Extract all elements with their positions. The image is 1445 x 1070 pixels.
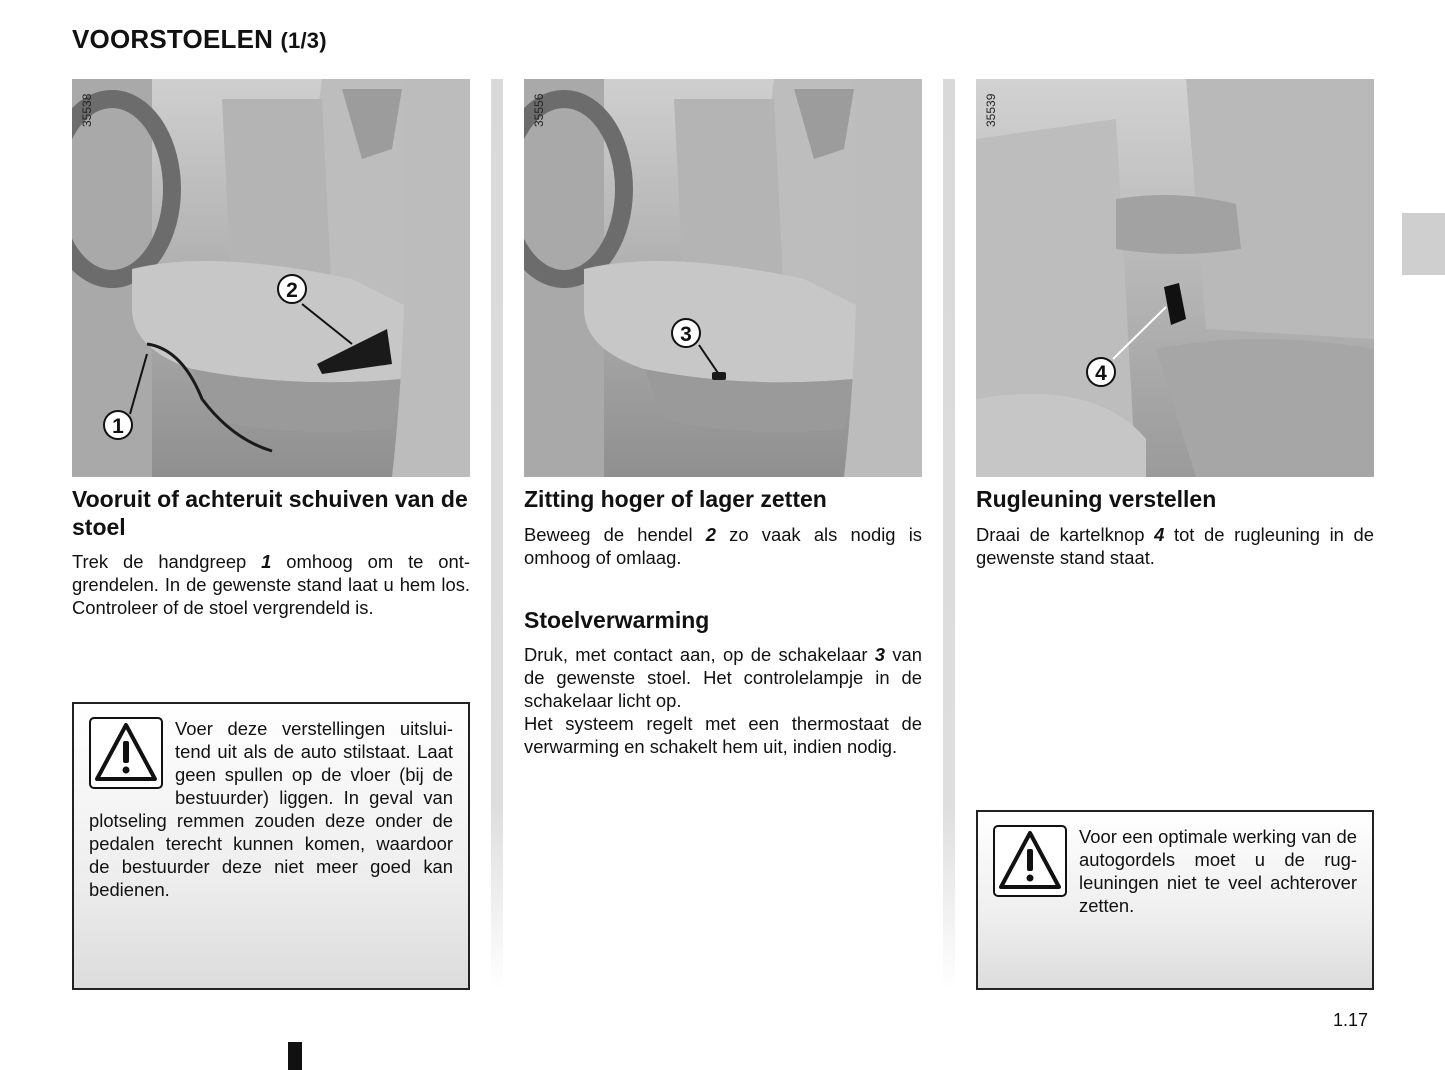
text-seat-height: Beweeg de hendel 2 zo vaak als nodig is omhoog of omlaag. [524,524,922,568]
photo-code: 35539 [984,93,998,127]
heading-backrest: Rugleuning verstellen [976,486,1217,512]
warning-text-seat: Voer deze verstellingen uitsluitend uit als de auto stilstaat. Laat geen spullen op de vloer (bij de bestuurder) liggen. In geval van plotseling remmen zouden deze onder de pedalen terecht kunnen komen, waardoor de bestuurder deze niet meer goed kan bedienen. [89,718,453,900]
ref-2: 2 [705,524,716,545]
page-title-part: (1/3) [280,28,327,53]
heading-seat-slide: Vooruit of achteruit schuiven van de stoel [72,486,468,540]
ref-4: 4 [1154,524,1165,545]
section-tab [1402,213,1445,275]
heading-seat-height: Zitting hoger of lager zetten [524,486,827,512]
heading-seat-heating: Stoelverwarming [524,607,710,633]
callout-3: 3 [680,323,692,346]
warning-triangle-icon [993,825,1067,897]
column-divider-right [943,79,955,989]
text-backrest: Draai de kartelknop 4 tot de rugleuning in de gewenste stand staat. [976,524,1374,568]
photo-seat-height [524,79,922,477]
warning-text-backrest: Voor een optimale werking van de autogordels moet u de rugleuningen niet te veel achterover zetten. [1079,826,1357,916]
warning-box-seat [72,702,470,990]
warning-triangle-icon [89,717,163,789]
photo-code: 35538 [80,93,94,127]
photo-seat-slide [72,79,470,477]
ref-3: 3 [874,644,886,665]
callout-4: 4 [1095,362,1107,385]
text-thermostat: Het systeem regelt met een thermostaat de verwarming en schakelt hem uit, indien nodig. [524,713,922,757]
callout-2: 2 [286,279,298,302]
warning-box-backrest [976,810,1374,990]
text-seat-slide: Trek de handgreep 1 omhoog om te ontgrendelen. In de gewenste stand laat u hem los. Controleer of de stoel vergrendeld is. [72,551,470,618]
crop-mark [288,1042,302,1070]
page-number: 1.17 [1333,1010,1369,1030]
callout-1: 1 [112,415,124,438]
column-divider-left [491,79,503,989]
page-title [72,24,327,55]
photo-backrest [976,79,1374,477]
ref-1: 1 [261,551,272,572]
page-title-main: VOORSTOELEN [72,24,274,54]
photo-code: 35556 [532,93,546,127]
text-seat-heating: Druk, met contact aan, op de schakelaar 3 van de gewenste stoel. Het controlelampje in de schakelaar licht op. Het systeem regelt met een thermostaat de verwarming en schakelt hem uit, indien nodig. [524,644,923,757]
